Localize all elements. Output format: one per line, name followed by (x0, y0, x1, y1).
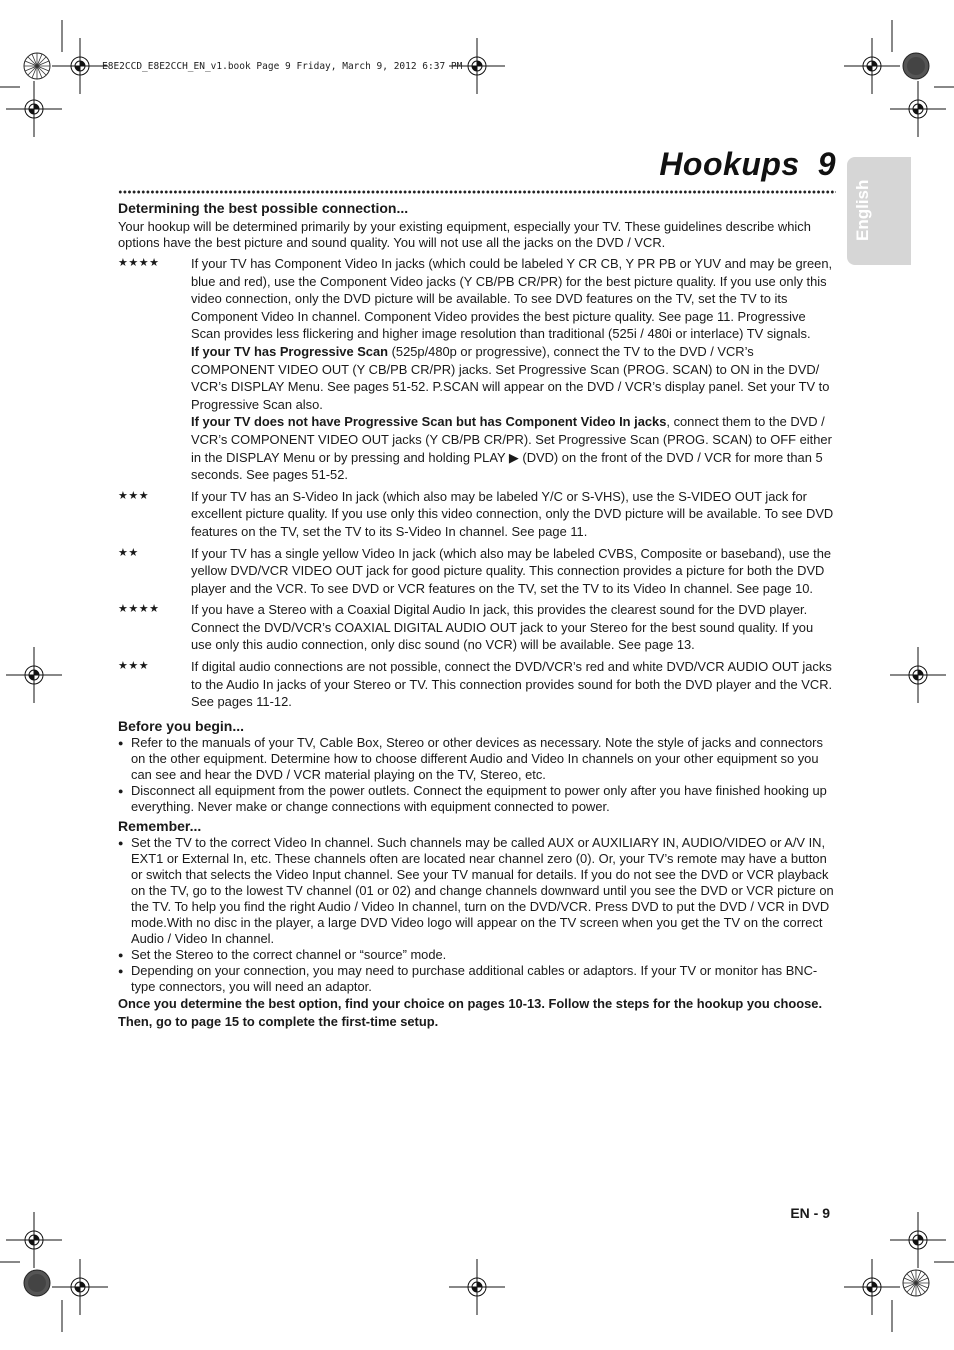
rating-paragraph (191, 658, 834, 711)
bullet-item (118, 835, 834, 947)
intro-paragraph: Your hookup will be determined primarily by your existing equipment, especially your TV. These guidelines describe which options have the best picture and sound quality. You will not use all the jacks on the DVD / VCR. (118, 219, 811, 250)
rating-description (191, 658, 834, 711)
bullet-text: Refer to the manuals of your TV, Cable Box, Stereo or other devices as necessary. Note the style of jacks and connectors on the other equipment. Determine how to choose different Audio and Video In channels on your other equipment so you can see and hear the DVD / VCR material playing on the TV, Stereo, etc. (131, 734, 823, 782)
page-title-text: Hookups (659, 146, 800, 182)
bullet-item (118, 947, 834, 963)
final-note: Once you determine the best option, find your choice on pages 10-13. Follow the steps for the hookup you choose. Then, go to page 15 to complete the first-time setup. (118, 995, 823, 1029)
rating-description (191, 255, 834, 484)
rating-paragraph (191, 413, 834, 483)
rating-paragraph-text: If digital audio connections are not possible, connect the DVD/VCR’s red and white DVD/VCR AUDIO OUT jacks to the Audio In jacks of your Stereo or TV. This connection provides sound for both the DVD player and the VCR. See pages 11-12. (191, 659, 833, 710)
rating-paragraph (191, 545, 834, 598)
bullet-icon: ● (118, 737, 124, 748)
section-heading-remember: Remember... (118, 817, 202, 834)
remember-list (118, 835, 834, 995)
page-footer: EN - 9 (790, 1205, 830, 1221)
bullet-icon: ● (118, 949, 124, 960)
rating-row (118, 255, 834, 484)
star-rating: ★★★★ (118, 603, 160, 616)
rating-paragraph-text: If your TV has Component Video In jacks (which could be labeled Y CR CB, Y PR PB or YUV and may be green, blue and red), use the Component Video jacks (Y CB/PB CR/PR) for the best picture quality. If you use only this video connection, only the DVD picture will be available. To see DVD features on the TV, set the TV to its Component Video In channel. Component Video provides the best picture quality. See page 11. Progressive Scan provides less flickering and higher image resolution than traditional (525i / 480i or interlace) TV signals. (191, 256, 833, 342)
rating-row (118, 488, 834, 541)
rating-row (118, 658, 834, 711)
main-content (118, 199, 834, 1031)
page-title-number: 9 (817, 146, 836, 182)
book-header-line: E8E2CCD_E8E2CCH_EN_v1.book Page 9 Friday, March 9, 2012 6:37 PM (102, 61, 463, 72)
page-title (560, 146, 836, 183)
star-rating: ★★ (118, 546, 139, 559)
bullet-icon: ● (118, 837, 124, 848)
rating-list (118, 255, 834, 711)
rating-paragraph-lead: If your TV does not have Progressive Scan but has Component Video In jacks (191, 414, 667, 430)
bullet-text: Disconnect all equipment from the power outlets. Connect the equipment to power only after you have finished hooking up everything. Never make or change connections with equipment connected to power. (131, 782, 827, 814)
rating-paragraph (191, 255, 834, 343)
bullet-text: Set the Stereo to the correct channel or “source” mode. (131, 946, 447, 962)
star-rating: ★★★ (118, 489, 150, 502)
section-heading-connection: Determining the best possible connection... (118, 200, 409, 216)
dotted-divider (118, 188, 836, 196)
bullet-item (118, 735, 834, 783)
rating-description (191, 488, 834, 541)
star-rating: ★★★★ (118, 257, 160, 269)
bullet-item (118, 963, 834, 995)
section-heading-before: Before you begin... (118, 717, 245, 734)
rating-paragraph-text: If your TV has a single yellow Video In jack (which also may be labeled CVBS, Composite or baseband), use the yellow DVD/VCR VIDEO OUT jack for good picture quality. This connection provides a picture for both the DVD player and the VCR. To see DVD or VCR features on the TV, set the TV to its Video In channel. See page 10. (191, 545, 832, 596)
rating-paragraph-text: If your TV has an S-Video In jack (which also may be labeled Y/C or S-VHS), use the S-VIDEO OUT jack for excellent picture quality. If you use only this video connection, only the DVD picture will be available. To see DVD features on the TV, set the TV to its S-Video In channel. See page 11. (191, 488, 834, 539)
bullet-icon: ● (118, 785, 124, 796)
rating-paragraph (191, 343, 834, 413)
bullet-text: Set the TV to the correct Video In channel. Such channels may be called AUX or AUXILIARY IN, AUDIO/VIDEO or A/V IN, EXT1 or External In, etc. These channels often are located near channel zero (0). Or, your TV’s remote may have a button or switch that selects the Video Input channel. See your TV manual for details. If you do not see the DVD or VCR playback on the TV, go to the lowest TV channel (01 or 02) and change channels downward until you see the DVD or VCR picture on the TV. To help you find the right Audio / Video In channel, turn on the DVD/VCR. Press DVD to put the DVD / VCR in DVD mode.With no disc in the player, a large DVD Video logo will appear on the TV screen when you get the TV on the correct Audio / Video In channel. (131, 834, 834, 946)
rating-description (191, 545, 834, 598)
star-rating: ★★★ (118, 660, 150, 673)
language-tab-label: English (853, 179, 872, 241)
rating-paragraph-text: , connect them to the DVD / VCR’s COMPONENT VIDEO OUT jacks (Y CB/PB CR/PR). Set Progressive Scan (PROG. SCAN) to OFF either in the DISPLAY Menu or by pressing and holding PLAY ▶ (DVD) on the front of the DVD / VCR for more than 5 seconds. See pages 51-52. (191, 414, 832, 483)
rating-row (118, 545, 834, 598)
bullet-item (118, 783, 834, 815)
rating-row (118, 601, 834, 654)
bullet-text: Depending on your connection, you may need to purchase additional cables or adaptors. If your TV or monitor has BNC-type connectors, you will need an adaptor. (131, 962, 818, 994)
rating-paragraph (191, 488, 834, 541)
bullet-icon: ● (118, 965, 124, 976)
rating-paragraph-text: If you have a Stereo with a Coaxial Digital Audio In jack, this provides the clearest sound for the DVD player. Connect the DVD/VCR’s COAXIAL DIGITAL AUDIO OUT jack to your Stereo for the best sound quality. If you use only this audio connection, only disc sound (no VCR) will be available. See page 13. (191, 602, 814, 653)
before-list (118, 735, 834, 815)
rating-paragraph-text: (525p/480p or progressive), connect the TV to the DVD / VCR’s COMPONENT VIDEO OUT (Y CB/PB CR/PR) jacks. Set Progressive Scan (PROG. SCAN) to ON in the DVD/ VCR’s DISPLAY Menu. See pages 51-52. P.SCAN will appear on the DVD / VCR’s display panel. Set your TV to Progressive Scan also. (191, 343, 830, 412)
rating-paragraph (191, 601, 834, 654)
rating-description (191, 601, 834, 654)
rating-paragraph-lead: If your TV has Progressive Scan (191, 343, 389, 359)
